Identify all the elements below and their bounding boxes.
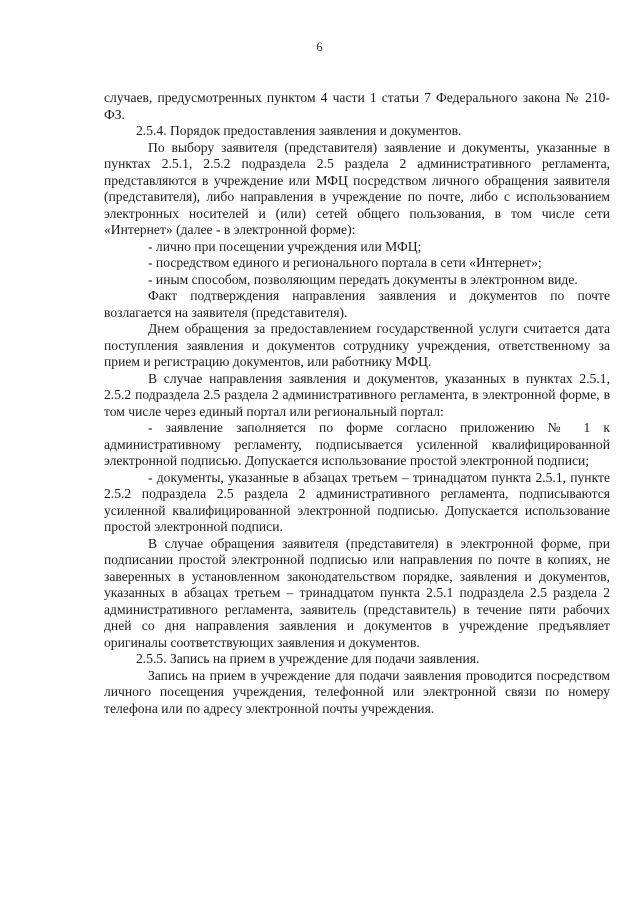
section-heading-2-5-4: 2.5.4. Порядок предоставления заявления и документов. bbox=[136, 123, 462, 138]
paragraph-appointment: Запись на прием в учреждение для подачи заявления проводится посредством личного посещения учреждения, телефонной или электронной связи по номеру телефона или по адресу электронной почты учреждения. bbox=[104, 667, 610, 716]
paragraph-application-date: Днем обращения за предоставлением государственной услуги считается дата поступления заявления и документов сотруднику учреждения, ответственному за прием и регистрацию документов, или работнику МФЦ. bbox=[104, 321, 610, 369]
list-item-documents-signature: - документы, указанные в абзацах третьем – тринадцатом пункта 2.5.1, пункте 2.5.2 подраздела 2.5 раздела 2 административного регламента, подписываются усиленной квалифицированной электронной подписью. Допускается использование простой электронной подписи. bbox=[104, 469, 610, 534]
paragraph-submission-options: По выбору заявителя (представителя) заявление и документы, указанные в пунктах 2.5.1, 2.5.2 подраздела 2.5 раздела 2 административного регламента, представляются в учреждение или МФЦ посредством личного обращения заявителя (представителя), либо направления в учреждение по почте, либо с использованием электронных носителей и (или) сетей общего пользования, в том числе сети «Интернет» (далее - в электронной форме): bbox=[104, 139, 610, 237]
list-item-application-signature: - заявление заполняется по форме согласно приложению № 1 к административному регламенту, подписывается усиленной квалифицированной электронной подписью. Допускается использование простой электронной подписи; bbox=[104, 420, 610, 468]
page-number: 6 bbox=[316, 40, 323, 54]
paragraph-mail-confirmation: Факт подтверждения направления заявления и документов по почте возлагается на заявителя (представителя). bbox=[104, 288, 610, 320]
paragraph-continuation: случаев, предусмотренных пунктом 4 части 1 статьи 7 Федерального закона № 210-ФЗ. bbox=[104, 90, 610, 122]
list-item-portal: - посредством единого и регионального портала в сети «Интернет»; bbox=[148, 255, 542, 270]
list-item-in-person: - лично при посещении учреждения или МФЦ; bbox=[148, 238, 422, 254]
list-item-other-electronic: - иным способом, позволяющим передать документы в электронном виде. bbox=[148, 271, 578, 287]
paragraph-electronic-submission: В случае направления заявления и документов, указанных в пунктах 2.5.1, 2.5.2 подраздела 2.5 раздела 2 административного регламента, в электронной форме, в том числе через единый портал или региональный портал: bbox=[104, 370, 610, 419]
document-body bbox=[104, 90, 610, 717]
paragraph-originals-presentation: В случае обращения заявителя (представителя) в электронной форме, при подписании простой электронной подписью или направления по почте в копиях, не заверенных в установленном законодательством порядке, заявления и документов, указанных в абзацах третьем – тринадцатом пункта 2.5.1 подраздела 2.5 раздела 2 административного регламента, заявитель (представитель) в течение пяти рабочих дней со дня направления заявления и документов в учреждение предъявляет оригиналы соответствующих заявления и документов. bbox=[104, 535, 610, 650]
section-heading-2-5-5: 2.5.5. Запись на прием в учреждение для подачи заявления. bbox=[136, 651, 480, 666]
